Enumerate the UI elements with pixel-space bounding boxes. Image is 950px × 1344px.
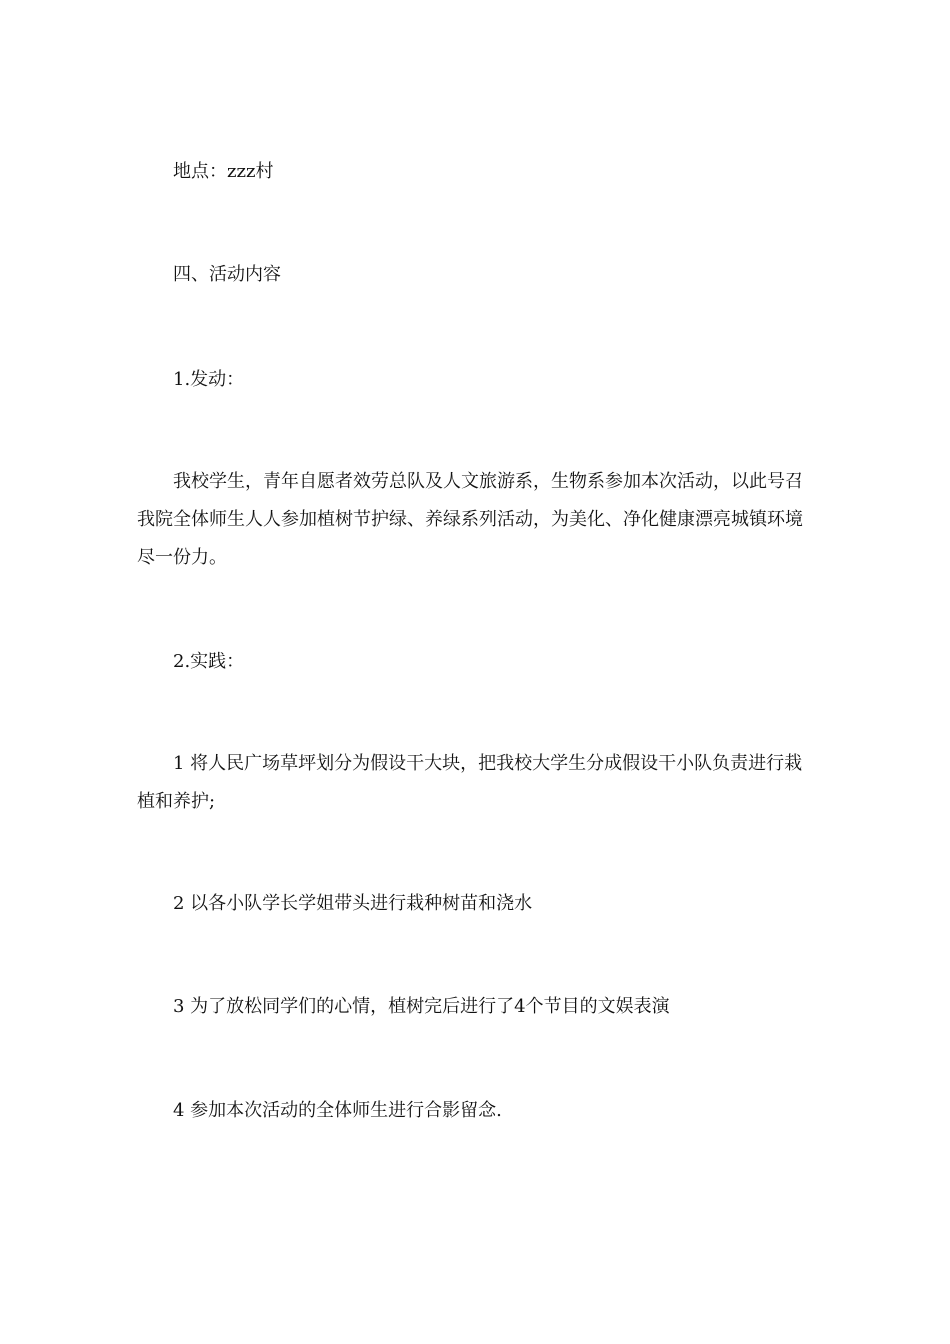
practice-item-3: 3 为了放松同学们的心情，植树完后进行了4个节目的文娱表演 <box>173 996 670 1017</box>
subheading-mobilize: 1.发动： <box>173 369 245 390</box>
mobilize-paragraph: 我校学生，青年自愿者效劳总队及人文旅游系，生物系参加本次活动，以此号召我院全体师生人人参加植树节护绿、养绿系列活动，为美化、净化健康漂亮城镇环境尽一份力。 <box>137 471 803 568</box>
practice-item-4: 4 参加本次活动的全体师生进行合影留念. <box>173 1100 502 1121</box>
practice-item-1: 1 将人民广场草坪划分为假设干大块，把我校大学生分成假设干小队负责进行栽植和养护; <box>137 753 803 812</box>
location-paragraph: 地点：zzz村 <box>173 161 274 182</box>
section-heading-activity-content: 四、活动内容 <box>173 264 281 285</box>
subheading-practice: 2.实践： <box>173 651 245 672</box>
practice-item-2: 2 以各小队学长学姐带头进行栽种树苗和浇水 <box>173 893 533 914</box>
